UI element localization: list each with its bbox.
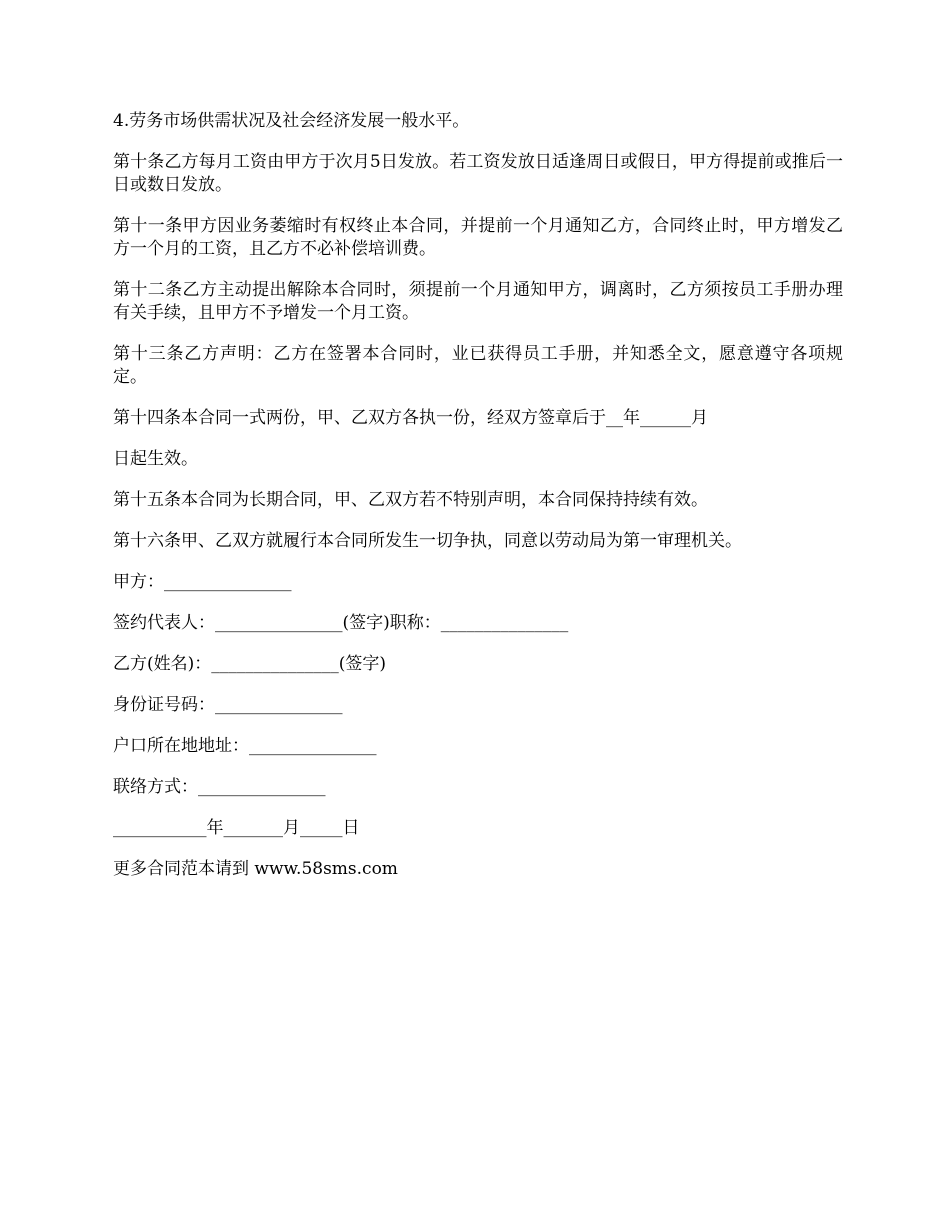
- contact-line: 联络方式：_______________: [113, 777, 326, 797]
- document-page: [113, 110, 843, 899]
- party-a-line: 甲方：_______________: [113, 572, 292, 592]
- clause-12: 第十二条乙方主动提出解除本合同时，须提前一个月通知甲方，调离时，乙方须按员工手册办理有关手续，且甲方不予增发一个月工资。: [113, 280, 843, 323]
- household-address-line: 户口所在地地址：_______________: [113, 736, 377, 756]
- party-b-line: 乙方(姓名)：_______________(签字): [113, 654, 387, 674]
- clause-14-continued: 日起生效。: [113, 449, 198, 469]
- clause-item-4: 4.劳务市场供需状况及社会经济发展一般水平。: [113, 111, 470, 131]
- clause-14: 第十四条本合同一式两份，甲、乙双方各执一份，经双方签章后于__年______月: [113, 408, 708, 428]
- date-line: ___________年_______月_____日: [113, 818, 360, 838]
- representative-line: 签约代表人：_______________(签字)职称：_______________: [113, 613, 569, 633]
- clause-11: 第十一条甲方因业务萎缩时有权终止本合同，并提前一个月通知乙方，合同终止时，甲方增发乙方一个月的工资，且乙方不必补偿培训费。: [113, 216, 843, 259]
- clause-16: 第十六条甲、乙双方就履行本合同所发生一切争执，同意以劳动局为第一审理机关。: [113, 531, 742, 551]
- clause-10: 第十条乙方每月工资由甲方于次月5日发放。若工资发放日适逢周日或假日，甲方得提前或推后一日或数日发放。: [113, 152, 843, 195]
- clause-13: 第十三条乙方声明：乙方在签署本合同时，业已获得员工手册，并知悉全文，愿意遵守各项规定。: [113, 344, 843, 387]
- footer-note: 更多合同范本请到 www.58sms.com: [113, 859, 398, 879]
- clause-15: 第十五条本合同为长期合同，甲、乙双方若不特别声明，本合同保持持续有效。: [113, 490, 708, 510]
- id-number-line: 身份证号码：_______________: [113, 695, 343, 715]
